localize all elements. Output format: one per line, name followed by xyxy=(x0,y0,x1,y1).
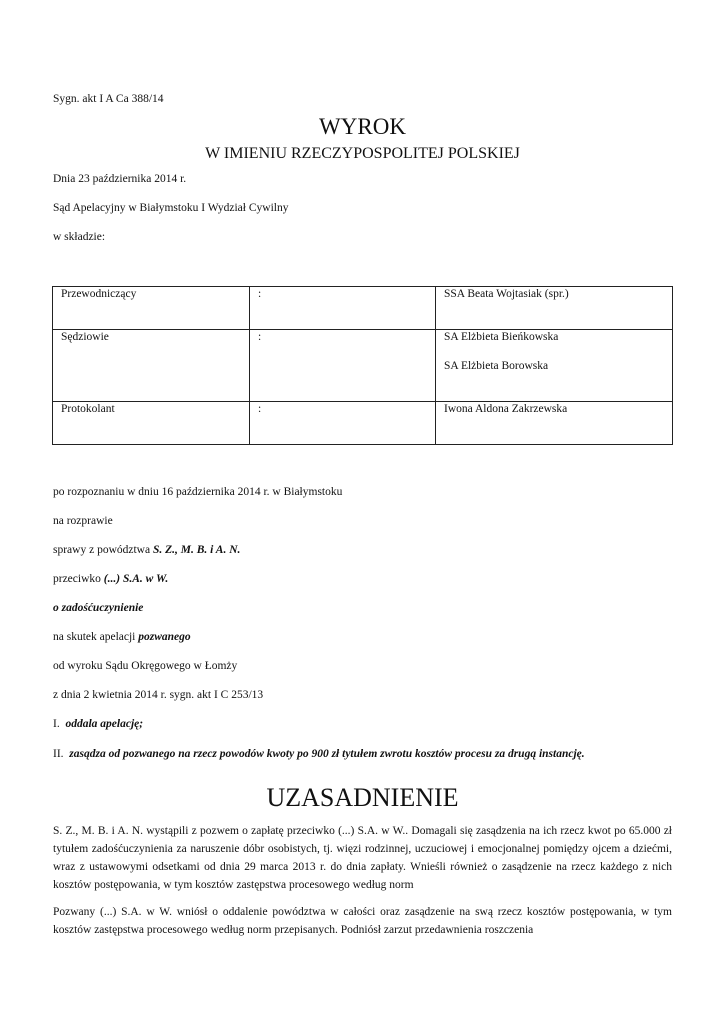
case-subject: o zadośćuczynienie xyxy=(53,602,144,614)
judge-name-2: SA Elżbieta Borowska xyxy=(444,360,549,372)
plaintiffs-names: S. Z., M. B. i A. N. xyxy=(152,544,241,556)
against-line xyxy=(53,573,168,585)
appellant: pozwanego xyxy=(138,631,191,643)
claim-prefix: sprawy z powództwa xyxy=(53,544,153,556)
appeal-line xyxy=(53,631,191,643)
claim-line xyxy=(53,544,240,556)
ruling-item-1-number: I. xyxy=(53,718,60,730)
ruling-item-1 xyxy=(53,718,143,730)
chair-label: Przewodniczący xyxy=(53,287,250,330)
justification-paragraph-2: Pozwany (...) S.A. w W. wniósł o oddalenie powództwa w całości oraz zasądzenie na swą rzecz kosztów postępowania, w tym kosztów zastępstwa procesowego według norm przepisanych. Podniósł zarzut przedawnienia roszczenia xyxy=(53,906,672,936)
against-prefix: przeciwko xyxy=(53,573,104,585)
appeal-prefix: na skutek apelacji xyxy=(53,631,139,643)
judge-name-1: SA Elżbieta Bieńkowska xyxy=(444,331,559,343)
document-subtitle: W IMIENIU RZECZYPOSPOLITEJ POLSKIEJ xyxy=(205,145,520,162)
court-name: Sąd Apelacyjny w Białymstoku I Wydział Cywilny xyxy=(53,202,289,214)
document-title: WYROK xyxy=(319,114,406,139)
panel-row-chair xyxy=(53,287,673,330)
clerk-label: Protokolant xyxy=(53,402,250,445)
justification-heading: UZASADNIENIE xyxy=(266,783,459,812)
ruling-item-1-text: oddala apelację; xyxy=(65,718,144,730)
clerk-name: Iwona Aldona Zakrzewska xyxy=(436,402,673,445)
appealed-judgment-date: z dnia 2 kwietnia 2014 r. sygn. akt I C 253/13 xyxy=(53,689,264,701)
hearing-type: na rozprawie xyxy=(53,515,113,527)
judges-names xyxy=(436,330,673,402)
judges-separator: : xyxy=(250,330,436,402)
chair-separator: : xyxy=(250,287,436,330)
ruling-item-2-number: II. xyxy=(53,748,64,760)
defendant-name: (...) S.A. w W. xyxy=(103,573,169,585)
justification-paragraph-1: S. Z., M. B. i A. N. wystąpili z pozwem o zapłatę przeciwko (...) S.A. w W.. Domagali się zasądzenia na ich rzecz kwot po 65.000 zł tytułem zadośćuczynienia za naruszenie dóbr osobistych, tj. więzi rodzinnej, uczuciowej i emocjonalnej pomiędzy ojcem a dziećmi, wraz z ustawowymi odsetkami od dnia 29 marca 2013 r. do dnia zapłaty. Wnieśli również o zasądzenie na rzecz każdego z nich kosztów postępowania, w tym kosztów zastępstwa procesowego według norm xyxy=(53,825,672,891)
hearing-line: po rozpoznaniu w dniu 16 października 2014 r. w Białymstoku xyxy=(53,486,343,498)
judgment-date: Dnia 23 października 2014 r. xyxy=(53,173,187,185)
composition-label: w składzie: xyxy=(53,231,106,243)
ruling-item-2-text: zasądza od pozwanego na rzecz powodów kwoty po 900 zł tytułem zwrotu kosztów procesu za drugą instancję. xyxy=(69,748,585,760)
clerk-separator: : xyxy=(250,402,436,445)
judges-label: Sędziowie xyxy=(53,330,250,402)
case-signature: Sygn. akt I A Ca 388/14 xyxy=(53,93,164,105)
panel-row-judges xyxy=(53,330,673,402)
panel-row-clerk xyxy=(53,402,673,445)
court-panel-table xyxy=(52,286,673,445)
ruling-item-2 xyxy=(53,745,672,763)
appealed-judgment: od wyroku Sądu Okręgowego w Łomży xyxy=(53,660,238,672)
chair-name: SSA Beata Wojtasiak (spr.) xyxy=(436,287,673,330)
